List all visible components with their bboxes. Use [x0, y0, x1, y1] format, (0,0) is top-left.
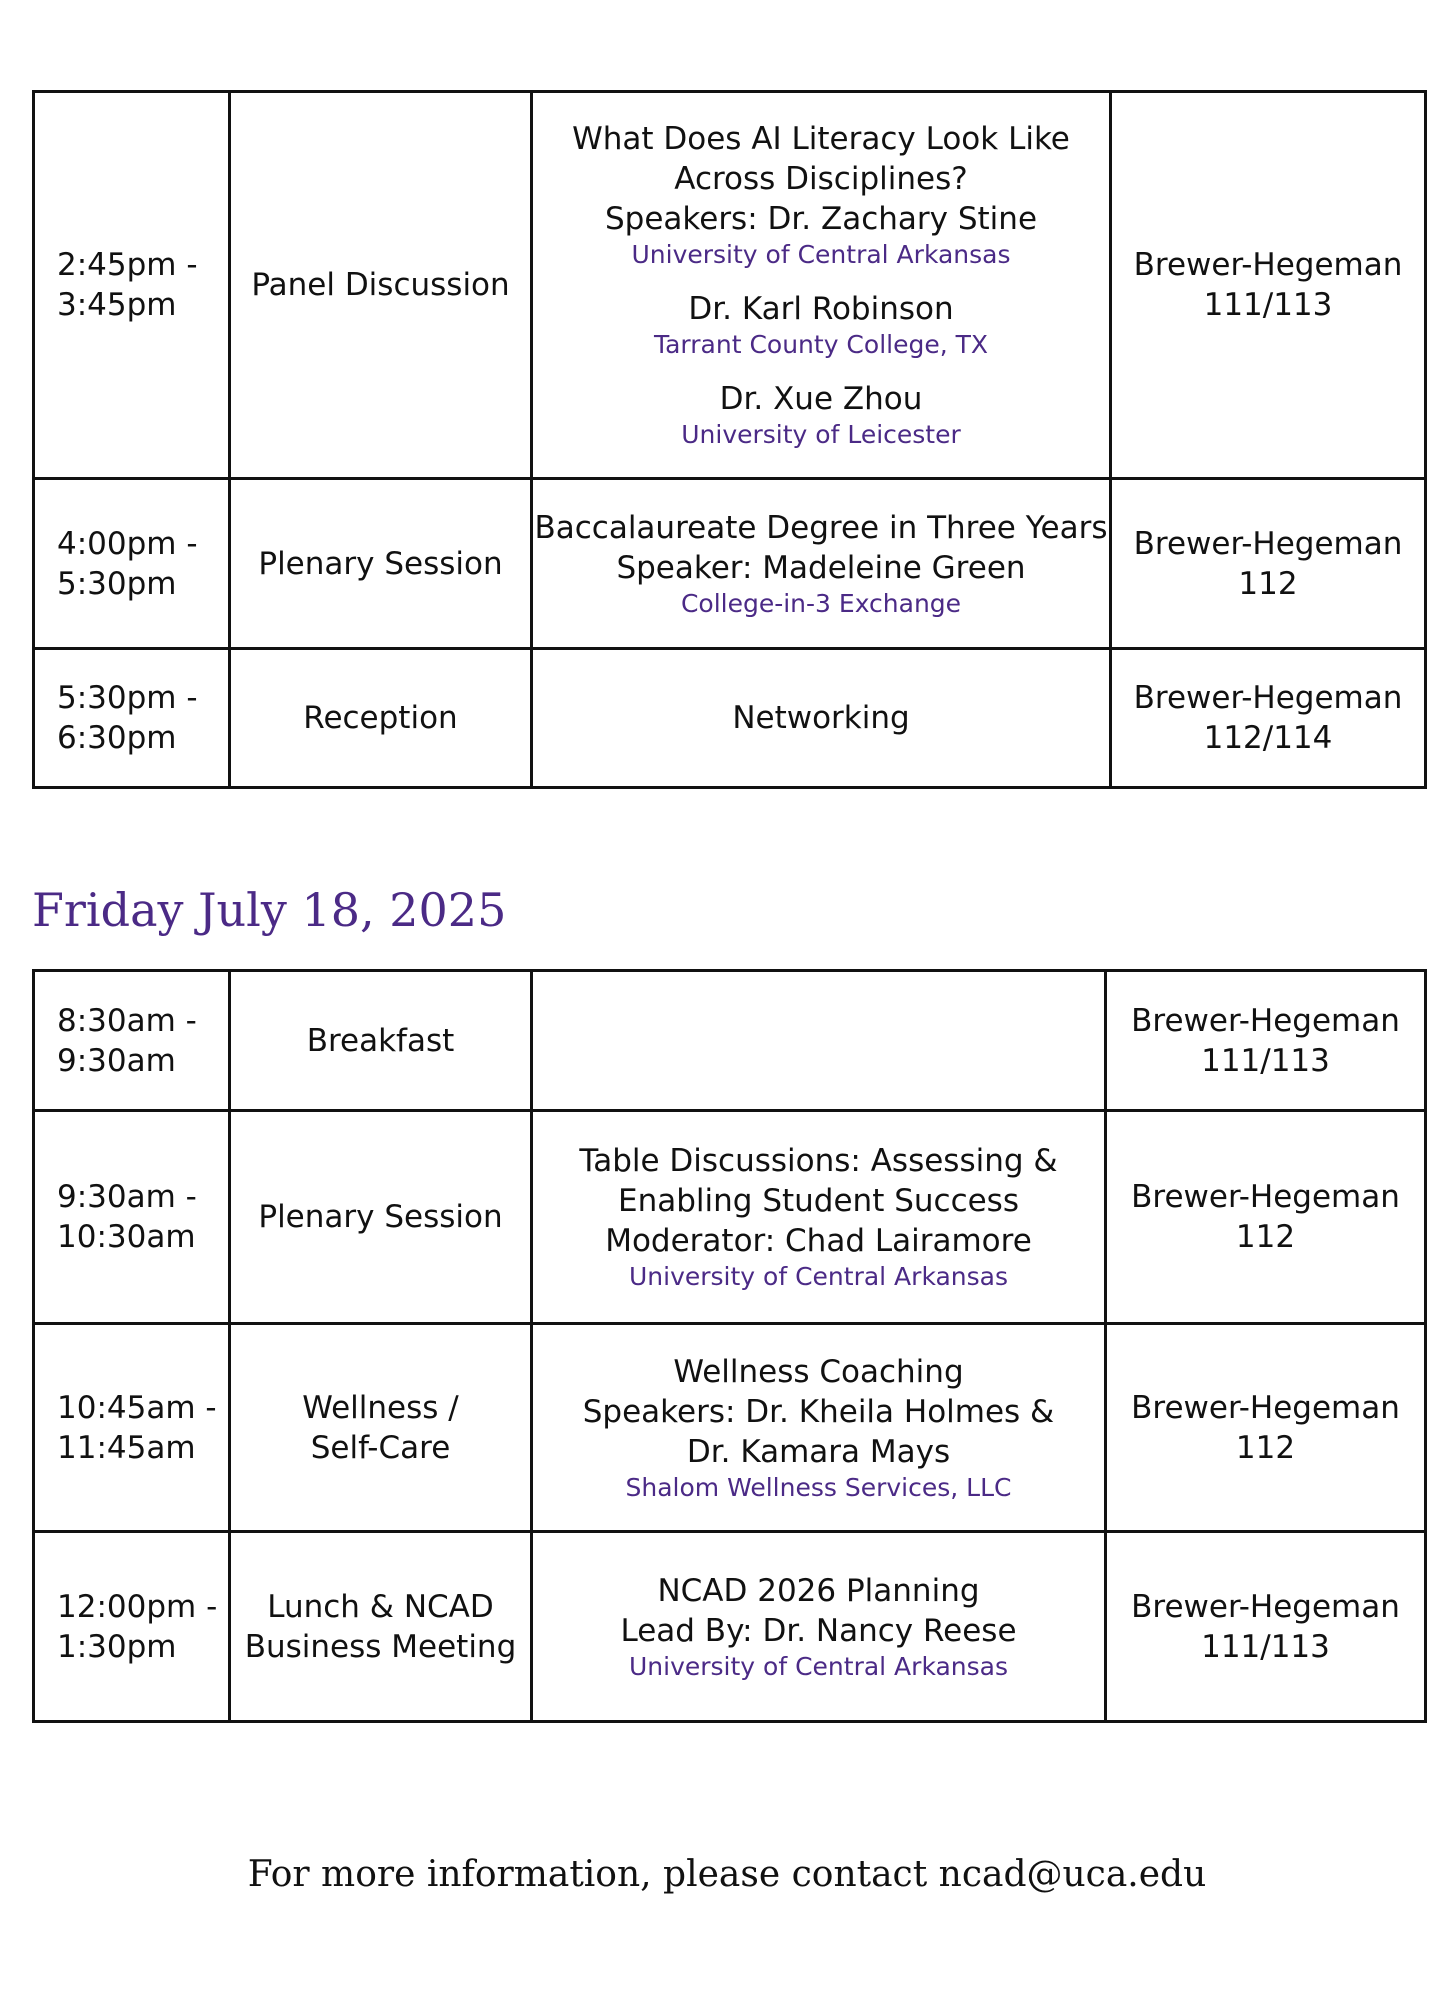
speaker-name: Moderator: Chad Lairamore	[605, 1223, 1032, 1259]
speaker-name: Speakers: Dr. Kheila Holmes &	[582, 1393, 1055, 1430]
session-time: 5:30pm - 6:30pm	[34, 649, 230, 788]
speaker-affiliation: University of Leicester	[681, 420, 961, 449]
session-title: Across Disciplines?	[674, 161, 968, 197]
speaker-affiliation: Shalom Wellness Services, LLC	[625, 1472, 1012, 1502]
table-row	[34, 479, 1426, 649]
session-description	[532, 479, 1111, 649]
table-row	[34, 92, 1426, 479]
speaker-affiliation: College-in-3 Exchange	[680, 588, 962, 618]
friday-schedule-table	[32, 969, 1427, 1723]
session-title: Networking	[732, 700, 910, 736]
speaker-affiliation: University of Central Arkansas	[631, 240, 1011, 269]
session-description	[532, 1532, 1106, 1722]
session-time: 10:45am - 11:45am	[34, 1324, 230, 1532]
session-room: Brewer-Hegeman 111/113	[1106, 1532, 1426, 1722]
session-title: Table Discussions: Assessing &	[579, 1143, 1058, 1179]
speaker-name: Speaker: Madeleine Green	[616, 549, 1026, 586]
session-type: Lunch & NCAD Business Meeting	[230, 1532, 532, 1722]
speaker-name: Speakers: Dr. Zachary Stine	[604, 201, 1038, 237]
session-type: Panel Discussion	[230, 92, 532, 479]
day-heading: Friday July 18, 2025	[32, 883, 507, 937]
speaker-affiliation: Tarrant County College, TX	[653, 330, 989, 359]
table-row	[34, 1111, 1426, 1324]
table-row	[34, 649, 1426, 788]
speaker-name: Lead By: Dr. Nancy Reese	[620, 1612, 1017, 1649]
session-type: Plenary Session	[230, 479, 532, 649]
session-description	[532, 971, 1106, 1111]
session-time: 12:00pm - 1:30pm	[34, 1532, 230, 1722]
session-type: Plenary Session	[230, 1111, 532, 1324]
speaker-name: Dr. Karl Robinson	[688, 291, 954, 327]
session-title: What Does AI Literacy Look Like	[572, 121, 1070, 157]
session-description	[532, 649, 1111, 788]
speaker-affiliation: University of Central Arkansas	[628, 1262, 1009, 1291]
session-title: Wellness Coaching	[673, 1353, 964, 1390]
table-row	[34, 1532, 1426, 1722]
thursday-schedule-table	[32, 90, 1427, 789]
session-room: Brewer-Hegeman 112	[1106, 1111, 1426, 1324]
session-time: 2:45pm - 3:45pm	[34, 92, 230, 479]
session-type: Wellness / Self-Care	[230, 1324, 532, 1532]
session-room: Brewer-Hegeman 112	[1111, 479, 1426, 649]
session-title: Baccalaureate Degree in Three Years	[534, 509, 1108, 546]
session-room: Brewer-Hegeman 112	[1106, 1324, 1426, 1532]
speaker-name: Dr. Kamara Mays	[686, 1433, 951, 1470]
session-type: Breakfast	[230, 971, 532, 1111]
speaker-affiliation: University of Central Arkansas	[628, 1651, 1009, 1681]
session-time: 8:30am - 9:30am	[34, 971, 230, 1111]
contact-footer: For more information, please contact ncad@uca.edu	[247, 1854, 1207, 1895]
table-row	[34, 1324, 1426, 1532]
session-description	[532, 1111, 1106, 1324]
session-description	[532, 1324, 1106, 1532]
session-type: Reception	[230, 649, 532, 788]
table-row	[34, 971, 1426, 1111]
session-room: Brewer-Hegeman 112/114	[1111, 649, 1426, 788]
session-time: 9:30am - 10:30am	[34, 1111, 230, 1324]
session-title: Enabling Student Success	[618, 1183, 1019, 1219]
session-title: NCAD 2026 Planning	[657, 1572, 980, 1609]
session-description	[532, 92, 1111, 479]
session-room: Brewer-Hegeman 111/113	[1106, 971, 1426, 1111]
session-time: 4:00pm - 5:30pm	[34, 479, 230, 649]
session-room: Brewer-Hegeman 111/113	[1111, 92, 1426, 479]
speaker-name: Dr. Xue Zhou	[719, 381, 923, 417]
